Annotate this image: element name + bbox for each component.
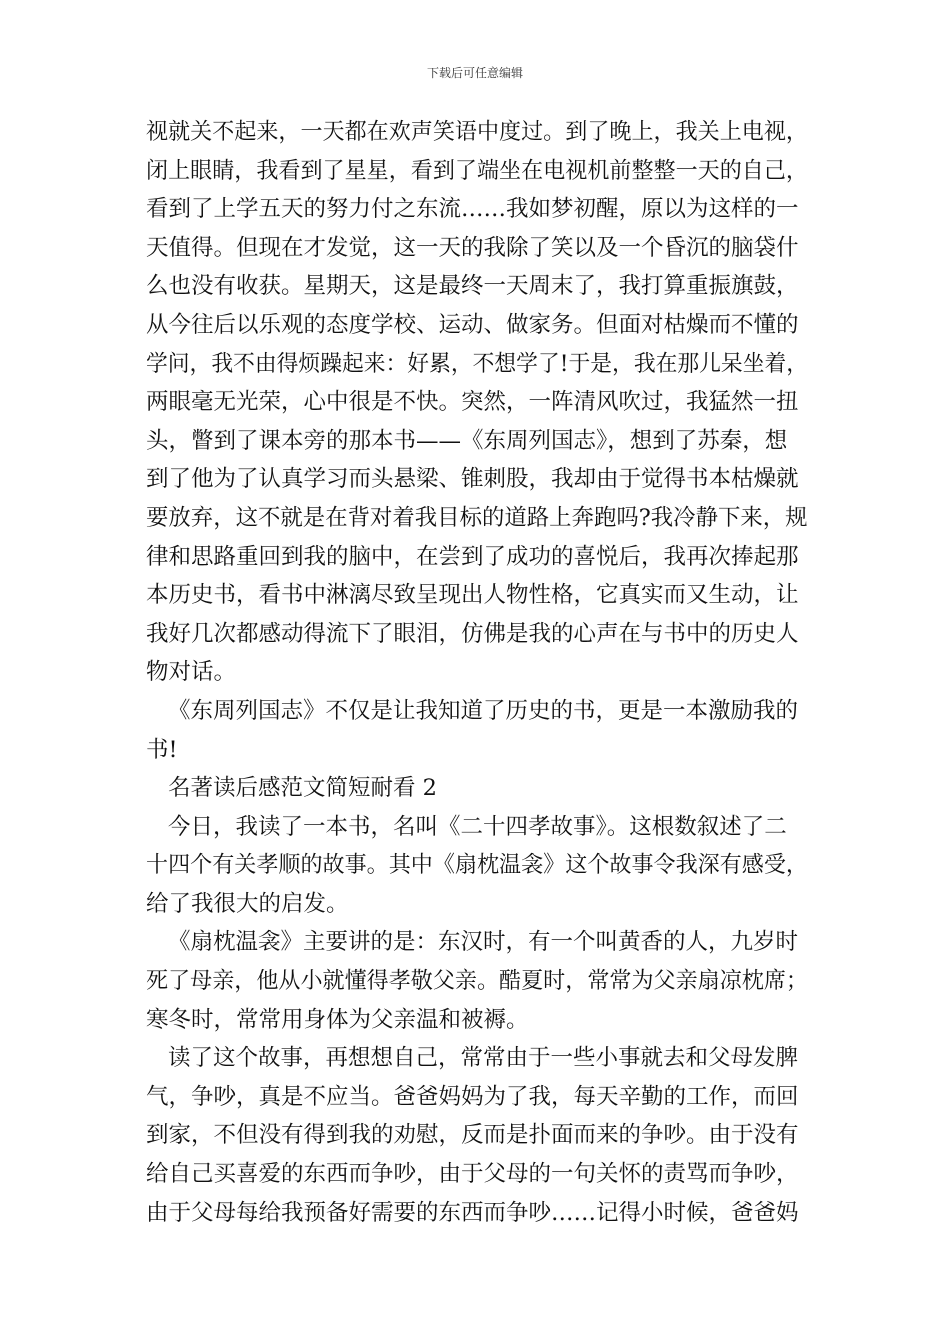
- text-line: 我好几次都感动得流下了眼泪，仿佛是我的心声在与书中的历史人: [146, 620, 799, 647]
- text-line: 本历史书，看书中淋漓尽致呈现出人物性格，它真实而又生动，让: [146, 582, 799, 609]
- text-line: 由于父母每给我预备好需要的东西而争吵……记得小时候，爸爸妈: [146, 1199, 799, 1226]
- text-line: 气，争吵，真是不应当。爸爸妈妈为了我，每天辛勤的工作，而回: [146, 1083, 799, 1110]
- text-line: 十四个有关孝顺的故事。其中《扇枕温衾》这个故事令我深有感受，: [146, 852, 808, 879]
- text-line: 《东周列国志》不仅是让我知道了历史的书，更是一本激励我的: [168, 697, 799, 724]
- text-line: 给自己买喜爱的东西而争吵，由于父母的一句关怀的责骂而争吵，: [146, 1161, 799, 1188]
- text-line: 物对话。: [146, 659, 237, 686]
- text-line: 寒冬时，常常用身体为父亲温和被褥。: [146, 1006, 529, 1033]
- text-line: 闭上眼睛，我看到了星星，看到了端坐在电视机前整整一天的自己，: [146, 157, 808, 184]
- text-line: 死了母亲，他从小就懂得孝敬父亲。酷夏时，常常为父亲扇凉枕席；: [146, 968, 808, 995]
- text-line: 律和思路重回到我的脑中，在尝到了成功的喜悦后，我再次捧起那: [146, 543, 799, 570]
- text-line: 到了他为了认真学习而头悬梁、锥刺股，我却由于觉得书本枯燥就: [146, 466, 799, 493]
- page-header: 下载后可任意编辑: [426, 66, 523, 80]
- text-line: 今日，我读了一本书，名叫《二十四孝故事》。这根数叙述了二: [168, 813, 787, 840]
- text-line: 给了我很大的启发。: [146, 890, 349, 917]
- text-line: 视就关不起来，一天都在欢声笑语中度过。到了晚上，我关上电视，: [146, 119, 808, 145]
- text-line: 名著读后感范文简短耐看 2: [168, 775, 437, 802]
- text-line: 要放弃，这不就是在背对着我目标的道路上奔跑吗?我冷静下来，规: [146, 504, 808, 531]
- text-line: 么也没有收获。星期天，这是最终一天周末了，我打算重振旗鼓，: [146, 273, 799, 300]
- text-line: 到家，不但没有得到我的劝慰，反而是扑面而来的争吵。由于没有: [146, 1122, 799, 1149]
- text-line: 书!: [146, 736, 178, 763]
- text-line: 学问，我不由得烦躁起来：好累，不想学了!于是，我在那儿呆坐着，: [146, 350, 809, 377]
- text-line: 头，瞥到了课本旁的那本书——《东周列国志》，想到了苏秦，想: [146, 427, 788, 454]
- text-line: 看到了上学五天的努力付之东流……我如梦初醒，原以为这样的一: [146, 196, 799, 223]
- text-line: 两眼毫无光荣，心中很是不快。突然，一阵清风吹过，我猛然一扭: [146, 389, 799, 416]
- text-line: 天值得。但现在才发觉，这一天的我除了笑以及一个昏沉的脑袋什: [146, 234, 799, 261]
- text-line: 《扇枕温衾》主要讲的是：东汉时，有一个叫黄香的人，九岁时: [168, 929, 799, 956]
- text-line: 从今往后以乐观的态度学校、运动、做家务。但面对枯燥而不懂的: [146, 311, 799, 338]
- document-body: [146, 113, 808, 1232]
- text-line: 读了这个故事，再想想自己，常常由于一些小事就去和父母发脾: [168, 1045, 799, 1072]
